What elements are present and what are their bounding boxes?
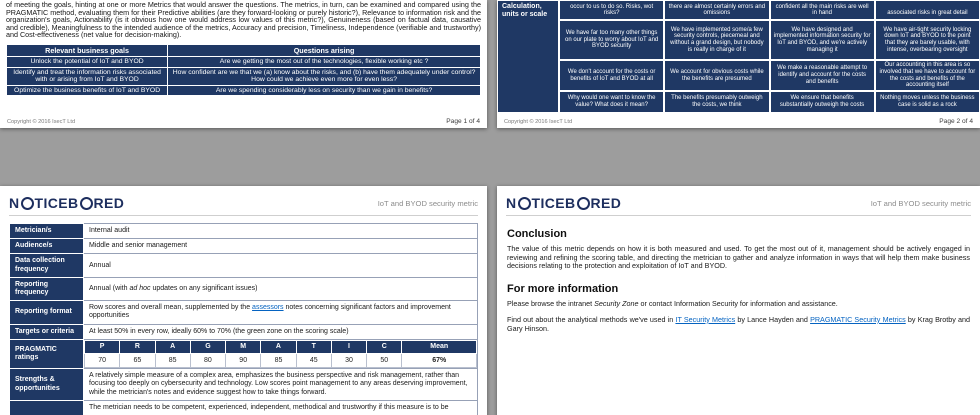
- table-row: [10, 277, 478, 300]
- rating-value: 45: [296, 354, 331, 368]
- question-cell: Are we spending considerably less on security than we gain in benefits?: [168, 85, 481, 96]
- assessors-link[interactable]: assessors: [252, 304, 284, 312]
- page-number: Page 1 of 4: [446, 118, 480, 125]
- document-title: IoT and BYOD security metric: [870, 198, 971, 208]
- table-row: [10, 239, 478, 254]
- text-segment: by Lance Hayden and: [735, 314, 811, 324]
- page3-header: [9, 195, 478, 216]
- scoring-cell: We have air-tight security locking down IoT and BYOD to the point that they are barely usable, with intense, overbearing oversight: [875, 20, 980, 60]
- row-label: Reporting frequency: [10, 277, 84, 300]
- table-row: [10, 324, 478, 339]
- rating-value: 70: [85, 354, 120, 368]
- metric-properties-table: [9, 223, 478, 415]
- scoring-cell: We have designed and implemented information security for IoT and BYOD, and we're actively managing it: [770, 20, 875, 60]
- noticebored-logo: [506, 195, 621, 211]
- page-2: [497, 0, 980, 128]
- scoring-table: [497, 0, 980, 113]
- row-value: At least 50% in every row, ideally 60% to 70% (the green zone on the scoring scale): [84, 324, 478, 339]
- rating-header: P: [85, 340, 120, 353]
- rating-header: I: [331, 340, 366, 353]
- it-security-metrics-link[interactable]: IT Security Metrics: [675, 314, 736, 324]
- row-value: Annual: [84, 254, 478, 277]
- logo-text: RED: [590, 195, 622, 211]
- logo-text: TICEB: [531, 195, 576, 211]
- scoring-cell: We account for obvious costs while the benefits are presumed: [664, 60, 769, 91]
- scoring-cell: We ensure that benefits substantially outweigh the costs: [770, 91, 875, 113]
- scoring-cell: Our accounting in this area is so involved that we have to account for the costs and benefits of the accounting itself: [875, 60, 980, 91]
- rating-mean-value: 67%: [402, 354, 477, 368]
- row-value: A relatively simple measure of a complex area, emphasizes the business perspective and risk management, rather than focusing too deeply on cybersecurity and technology. Low scores point management to any areas deserving improvement, while the metrician's notes and evidence suggest how to take things forward.: [84, 369, 478, 401]
- table-row: [10, 301, 478, 324]
- goals-column-header: Relevant business goals: [7, 44, 168, 57]
- pragmatic-values-row: [85, 354, 477, 368]
- page-1: [0, 0, 487, 128]
- business-goals-table: [6, 44, 481, 97]
- more-info-heading: For more information: [507, 283, 619, 296]
- conclusion-heading: Conclusion: [507, 228, 567, 240]
- text-segment: Row scores and overall mean, supplemented by the: [89, 304, 253, 312]
- rating-header: M: [226, 340, 261, 353]
- logo-o-icon: [80, 197, 93, 210]
- scoring-cell: occur to us to do so. Risks, wot risks?: [559, 0, 664, 20]
- row-value: The metrician needs to be competent, experienced, independent, methodical and trustworthy if this measure is to be: [84, 400, 478, 415]
- copyright-text: Copyright © 2016 IsecT Ltd: [7, 119, 76, 125]
- text-segment: notes concerning significant factors and improvement opportunities: [89, 304, 451, 320]
- page-3: [0, 186, 487, 415]
- logo-o-icon: [21, 197, 34, 210]
- noticebored-logo: [9, 195, 124, 211]
- goal-cell: Optimize the business benefits of IoT and BYOD: [7, 85, 168, 96]
- page1-footer: [7, 118, 480, 125]
- page4-content: [507, 228, 970, 333]
- rating-value: 50: [367, 354, 402, 368]
- text-segment: Find out about the analytical methods we've used in: [507, 314, 676, 324]
- goal-cell: Identify and treat the information risks associated with or arising from IoT and BYOD: [7, 67, 168, 85]
- table-row-partial: [10, 400, 478, 415]
- row-label: Data collection frequency: [10, 254, 84, 277]
- questions-column-header: Questions arising: [168, 44, 481, 57]
- table-row: [10, 224, 478, 239]
- row-label: Reporting format: [10, 301, 84, 324]
- table-row: [10, 339, 478, 368]
- rating-header: C: [367, 340, 402, 353]
- pragmatic-ratings-table: [84, 340, 477, 368]
- logo-text: TICEB: [34, 195, 79, 211]
- rating-value: 85: [155, 354, 190, 368]
- logo-o-icon: [518, 197, 531, 210]
- question-cell: How confident are we that we (a) know about the risks, and (b) have them adequately under control? How could we achieve even more for even less?: [168, 67, 481, 85]
- scoring-cell: Nothing moves unless the business case is solid as a rock: [875, 91, 980, 113]
- logo-o-icon: [577, 197, 590, 210]
- text-segment: or contact Information Security for information and assistance.: [638, 299, 838, 309]
- page4-header: [506, 195, 971, 216]
- rating-header: T: [296, 340, 331, 353]
- question-cell: Are we getting the most out of the technologies, flexible working etc ?: [168, 57, 481, 68]
- rating-value: 80: [190, 354, 225, 368]
- conclusion-paragraph: The value of this metric depends on how it is both measured and used. To get the most out of it, management should be actively engaged in reviewing and refining the scoring table, and directing the metrician to gather and analyze information in ways that will help them make business decisions relating to the protection and exploitation of IoT and BYOD.: [507, 244, 970, 271]
- row-value: Internal audit: [84, 224, 478, 239]
- rating-value: 90: [226, 354, 261, 368]
- table-row: [7, 85, 481, 96]
- text-segment-italic: Security Zone: [594, 299, 639, 309]
- rating-value: 30: [331, 354, 366, 368]
- table-row: [7, 57, 481, 68]
- scoring-cell: We don't account for the costs or benefits of IoT and BYOD at all: [559, 60, 664, 91]
- pragmatic-security-metrics-link[interactable]: PRAGMATIC Security Metrics: [810, 314, 906, 324]
- rating-header: G: [190, 340, 225, 353]
- table-row: [7, 67, 481, 85]
- row-label: Strengths & opportunities: [10, 369, 84, 401]
- browse-paragraph: [507, 300, 970, 309]
- rating-value: 85: [261, 354, 296, 368]
- table-row: [10, 369, 478, 401]
- scoring-cell: We make a reasonable attempt to identify and account for the costs and benefits: [770, 60, 875, 91]
- row-label: PRAGMATIC ratings: [10, 339, 84, 368]
- row-label: Targets or criteria: [10, 324, 84, 339]
- row-value: [84, 277, 478, 300]
- logo-text: N: [506, 195, 517, 211]
- table-row: [10, 254, 478, 277]
- scoring-cell: confident all the main risks are well in hand: [770, 0, 875, 20]
- text-segment-italic: ad hoc: [129, 284, 151, 292]
- row-label: Metrician/s: [10, 224, 84, 239]
- page2-footer: [504, 118, 973, 125]
- text-segment: Please browse the intranet: [507, 299, 595, 309]
- goal-cell: Unlock the potential of IoT and BYOD: [7, 57, 168, 68]
- pragmatic-ratings-cell: [84, 339, 478, 368]
- scoring-cell: Why would one want to know the value? What does it mean?: [559, 91, 664, 113]
- scoring-cell: The benefits presumably outweigh the costs, we think: [664, 91, 769, 113]
- table-header-row: [7, 44, 481, 57]
- row-value: [84, 301, 478, 324]
- rating-header: Mean: [402, 340, 477, 353]
- scoring-row-label: Calculation, units or scale: [497, 0, 559, 113]
- document-title: IoT and BYOD security metric: [377, 198, 478, 208]
- scoring-cell: We have far too many other things on our plate to worry about IoT and BYOD security: [559, 20, 664, 60]
- text-segment: Annual (with: [89, 284, 130, 292]
- logo-text: RED: [93, 195, 125, 211]
- scoring-cell: We have implemented some/a few security controls, piecemeal and without a grand design, but nobody is really in charge of it: [664, 20, 769, 60]
- references-paragraph: [507, 316, 970, 333]
- scoring-cell: associated risks in great detail: [875, 0, 980, 20]
- page1-intro-paragraph: of meeting the goals, hinting at one or more Metrics that would answer the questions. The metrics, in turn, can be examined and compared using the PRAGMATIC method, evaluating them for their Predictive abilities (are they forward-looking or purely historic?), Relevance to information risk and the organization's goals, Actionability (is it obvious how one would address low values of this metric?), Genuineness (based on factual data, causative and credible), Meaningfulness to the intended audience of the metrics, Accuracy and precision, Timeliness, Independence (verifiable and trustworthy) and Cost-effectiveness (net value for decision-making).: [6, 0, 481, 39]
- row-value: Middle and senior management: [84, 239, 478, 254]
- scoring-cell: there are almost certainly errors and omissions: [664, 0, 769, 20]
- rating-header: A: [261, 340, 296, 353]
- page-number: Page 2 of 4: [939, 118, 973, 125]
- logo-text: N: [9, 195, 20, 211]
- row-label: [10, 400, 84, 415]
- row-label: Audience/s: [10, 239, 84, 254]
- rating-header: R: [120, 340, 155, 353]
- copyright-text: Copyright © 2016 IsecT Ltd: [504, 119, 573, 125]
- rating-value: 65: [120, 354, 155, 368]
- page-4: [497, 186, 980, 415]
- pragmatic-header-row: [85, 340, 477, 353]
- text-segment: by Krag Brotby and Gary Hinson.: [507, 314, 971, 333]
- rating-header: A: [155, 340, 190, 353]
- text-segment: updates on any significant issues): [150, 284, 258, 292]
